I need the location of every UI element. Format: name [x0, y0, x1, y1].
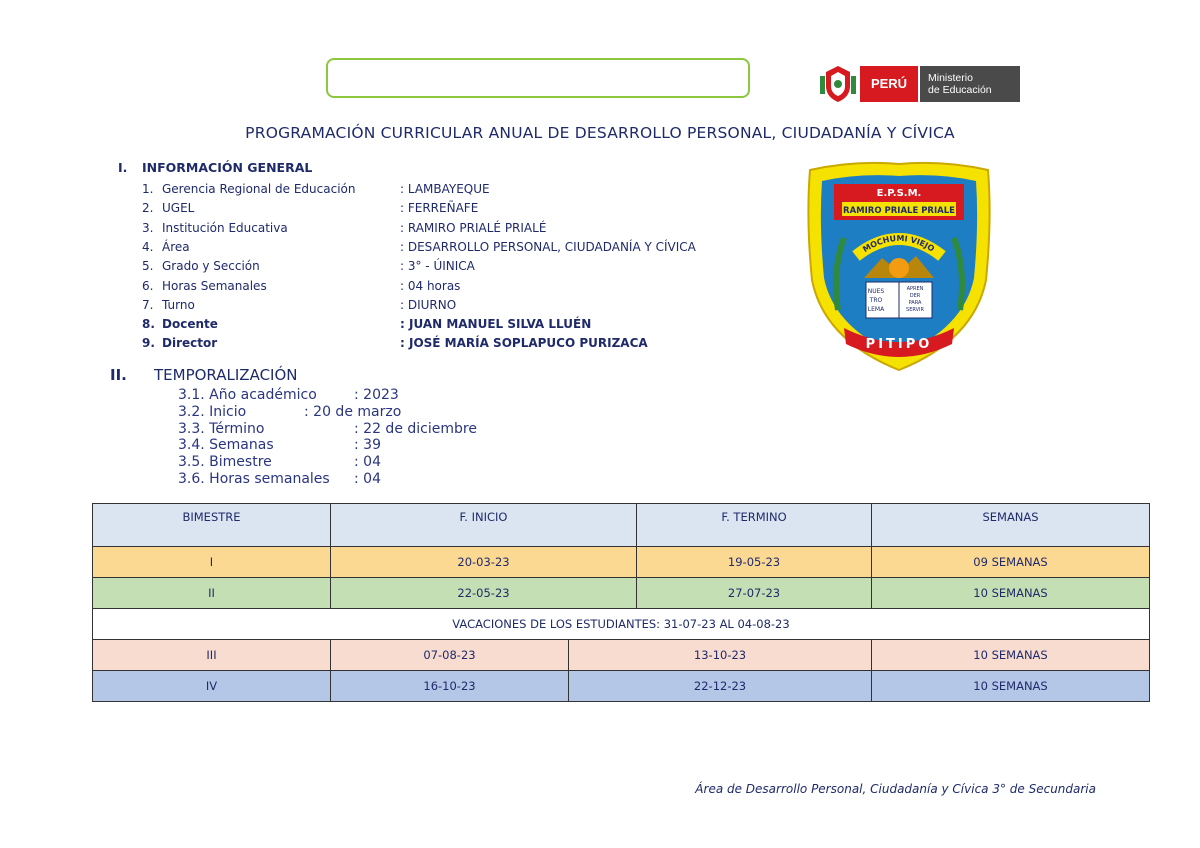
school-crest — [804, 160, 994, 374]
info-value: : RAMIRO PRIALÉ PRIALÉ — [400, 220, 547, 235]
info-row — [142, 199, 479, 217]
table-row — [93, 671, 1150, 702]
book-left-3: LEMA — [867, 306, 885, 313]
temporalization-label: 3.1. Año académico — [178, 387, 317, 403]
temporalization-row — [178, 420, 477, 438]
info-label: Docente — [162, 317, 218, 332]
cell-termino: 27-07-23 — [637, 578, 872, 609]
page-title: PROGRAMACIÓN CURRICULAR ANUAL DE DESARROLLO PERSONAL, CIUDADANÍA Y CÍVICA — [245, 124, 955, 142]
section-2-title: TEMPORALIZACIÓN — [154, 366, 298, 384]
temporalization-row — [178, 454, 381, 471]
info-row — [142, 219, 547, 237]
info-label: Institución Educativa — [162, 220, 288, 235]
cell-bimestre: III — [93, 640, 331, 671]
temporalization-row — [178, 387, 399, 404]
cell-semanas: 09 SEMANAS — [872, 547, 1150, 578]
book-right-4: SERVIR — [906, 307, 924, 313]
info-number: 2. — [142, 201, 154, 216]
book-right-3: PARA — [908, 300, 922, 306]
ministry-logo — [820, 64, 1020, 104]
temporalization-value: : 22 de diciembre — [354, 420, 477, 437]
page-footer: Área de Desarrollo Personal, Ciudadanía y Cívica 3° de Secundaria — [695, 782, 1096, 796]
info-number: 6. — [142, 278, 154, 293]
info-label: Turno — [162, 297, 195, 312]
book-left-2: TRO — [869, 297, 883, 304]
info-number: 4. — [142, 239, 154, 254]
temporalization-label: 3.5. Bimestre — [178, 454, 272, 471]
info-value: : 3° - ÚINICA — [400, 259, 475, 274]
info-number: 8. — [142, 317, 155, 332]
header-semanas: SEMANAS — [872, 504, 1150, 547]
crest-arc-text: MOCHUMI VIEJO — [861, 233, 936, 255]
temporalization-row — [178, 403, 402, 421]
cell-termino: 22-12-23 — [569, 671, 872, 702]
cell-termino: 19-05-23 — [637, 547, 872, 578]
cell-bimestre: I — [93, 547, 331, 578]
info-value: : JUAN MANUEL SILVA LLUÉN — [400, 317, 592, 332]
info-row — [142, 296, 457, 314]
header-bimestre: BIMESTRE — [93, 504, 331, 547]
peru-label: PERÚ — [860, 66, 918, 102]
info-value: : JOSÉ MARÍA SOPLAPUCO PURIZACA — [400, 336, 648, 351]
info-row — [142, 257, 475, 275]
cell-semanas: 10 SEMANAS — [872, 640, 1150, 671]
temporalization-label: 3.3. Término — [178, 420, 265, 437]
info-row — [142, 277, 461, 295]
temporalization-value: : 20 de marzo — [304, 403, 402, 420]
info-label: Grado y Sección — [162, 259, 260, 274]
temporalization-label: 3.6. Horas semanales — [178, 471, 330, 487]
cell-termino: 13-10-23 — [569, 640, 872, 671]
vacation-row — [93, 609, 1150, 640]
header-termino: F. TERMINO — [637, 504, 872, 547]
book-left-1: NUES — [867, 288, 885, 295]
temporalization-value: : 04 — [354, 471, 381, 487]
ministry-line-2: de Educación — [928, 84, 992, 96]
info-label: Área — [162, 239, 190, 254]
cell-inicio: 16-10-23 — [331, 671, 569, 702]
cell-inicio: 20-03-23 — [331, 547, 637, 578]
section-1-numeral: I. — [118, 160, 128, 175]
info-value: : 04 horas — [400, 278, 461, 293]
crest-bottom-text: PITIPO — [865, 337, 933, 352]
cell-bimestre: IV — [93, 671, 331, 702]
cell-inicio: 22-05-23 — [331, 578, 637, 609]
info-number: 1. — [142, 182, 154, 196]
info-value: : FERREÑAFE — [400, 201, 479, 216]
temporalization-value: : 2023 — [354, 387, 399, 403]
info-number: 9. — [142, 336, 155, 351]
info-label: UGEL — [162, 201, 195, 216]
temporalization-label: 3.2. Inicio — [178, 403, 247, 420]
ministry-line-1: Ministerio — [928, 72, 973, 84]
temporalization-row — [178, 471, 381, 488]
section-1-title: INFORMACIÓN GENERAL — [142, 160, 313, 175]
book-right-2: DER — [909, 293, 921, 299]
cell-inicio: 07-08-23 — [331, 640, 569, 671]
bimester-table — [92, 503, 1150, 702]
info-row — [142, 334, 648, 352]
section-2-heading — [110, 366, 298, 384]
info-number: 7. — [142, 297, 154, 312]
info-number: 5. — [142, 259, 154, 274]
vacation-cell: VACACIONES DE LOS ESTUDIANTES: 31-07-23 AL 04-08-23 — [93, 609, 1150, 640]
info-row — [142, 180, 490, 198]
book-right-1: APREN — [906, 286, 924, 292]
temporalization-label: 3.4. Semanas — [178, 437, 274, 454]
crest-banner-name: RAMIRO PRIALE PRIALE — [843, 206, 955, 216]
info-number: 3. — [142, 220, 154, 235]
info-label: Director — [162, 336, 218, 351]
info-row — [142, 238, 696, 256]
table-header-row — [93, 504, 1150, 547]
info-row — [142, 315, 592, 333]
temporalization-row — [178, 437, 381, 454]
info-value: : DIURNO — [400, 297, 457, 312]
info-value: : LAMBAYEQUE — [400, 182, 490, 196]
table-row — [93, 547, 1150, 578]
cell-semanas: 10 SEMANAS — [872, 578, 1150, 609]
header-inicio: F. INICIO — [331, 504, 637, 547]
info-value: : DESARROLLO PERSONAL, CIUDADANÍA Y CÍVICA — [400, 239, 696, 254]
section-2-numeral: II. — [110, 366, 127, 384]
table-row — [93, 578, 1150, 609]
section-1-heading — [118, 160, 312, 175]
info-label: Gerencia Regional de Educación — [162, 182, 356, 196]
document-title-box — [326, 58, 750, 98]
peru-shield-icon — [820, 64, 856, 104]
cell-semanas: 10 SEMANAS — [872, 671, 1150, 702]
temporalization-value: : 04 — [354, 454, 381, 471]
crest-banner-top: E.P.S.M. — [876, 188, 922, 199]
ministry-label — [920, 66, 1020, 102]
table-row — [93, 640, 1150, 671]
temporalization-value: : 39 — [354, 437, 381, 454]
info-label: Horas Semanales — [162, 278, 267, 293]
cell-bimestre: II — [93, 578, 331, 609]
